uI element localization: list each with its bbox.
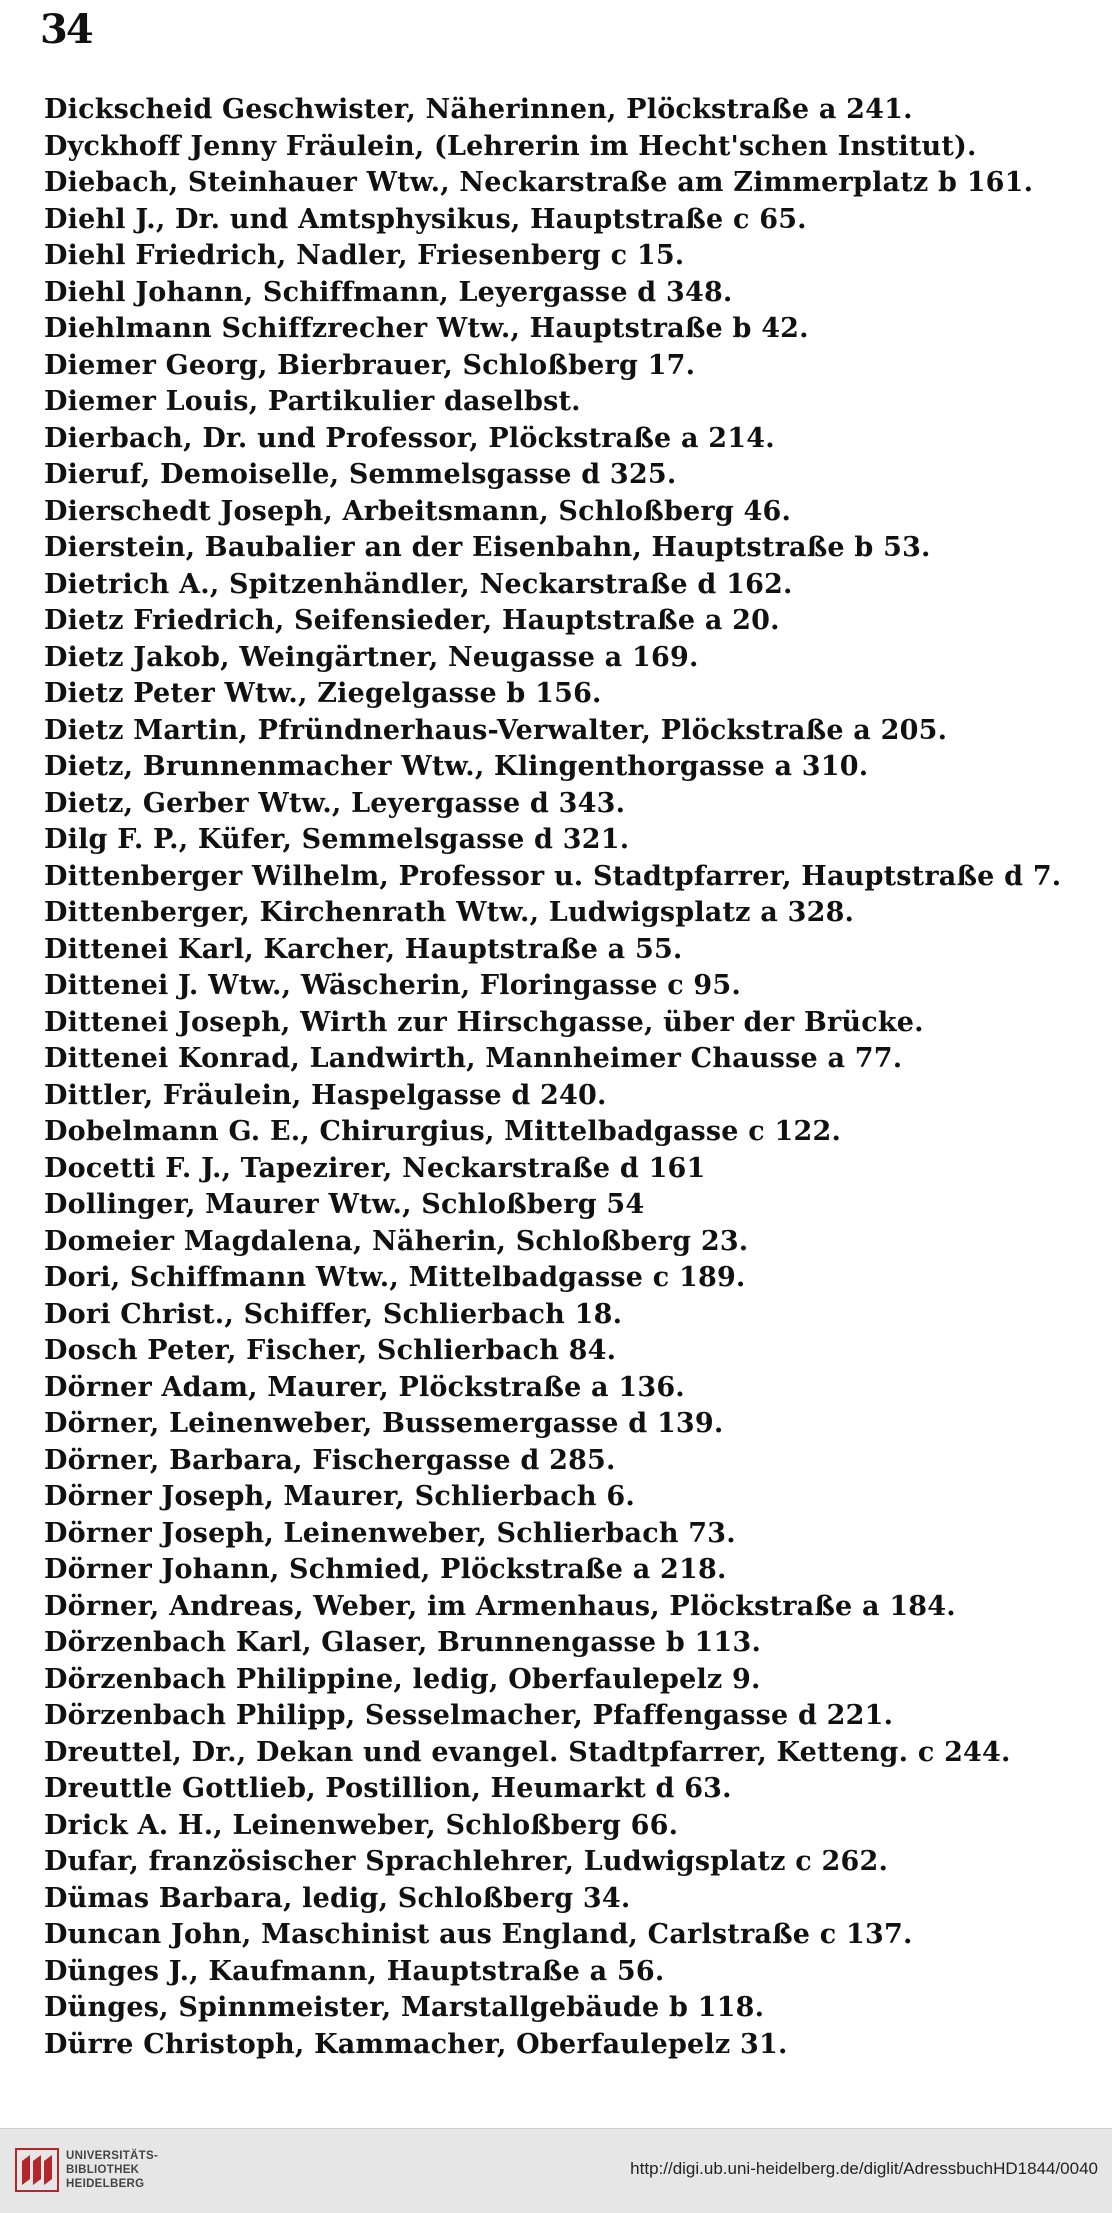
directory-entry: Dörner Joseph, Leinenweber, Schlierbach 73.	[44, 1517, 736, 1549]
directory-entry: Dietz Martin, Pfründnerhaus-Verwalter, Plöckstraße a 205.	[44, 714, 948, 746]
directory-entry: Duncan John, Maschinist aus England, Carlstraße c 137.	[44, 1919, 913, 1950]
directory-entry: Dietz Jakob, Weingärtner, Neugasse a 169.	[44, 641, 699, 673]
directory-entry: Dobelmann G. E., Chirurgius, Mittelbadgasse c 122.	[44, 1116, 842, 1147]
directory-entry: Dörner Johann, Schmied, Plöckstraße a 218.	[44, 1554, 727, 1585]
directory-entry: Dörzenbach Karl, Glaser, Brunnengasse b 113.	[44, 1627, 762, 1658]
directory-entry: Dieruf, Demoiselle, Semmelsgasse d 325.	[44, 459, 677, 490]
directory-entry: Dörner, Andreas, Weber, im Armenhaus, Plöckstraße a 184.	[44, 1590, 956, 1622]
directory-entry: Dittler, Fräulein, Haspelgasse d 240.	[44, 1079, 607, 1111]
directory-entry: Dietz, Gerber Wtw., Leyergasse d 343.	[44, 787, 626, 819]
footer-bar	[0, 2128, 1112, 2213]
directory-entry: Dori, Schiffmann Wtw., Mittelbadgasse c 189.	[44, 1262, 746, 1293]
source-url-link[interactable]: http://digi.ub.uni-heidelberg.de/diglit/AdressbuchHD1844/0040	[630, 2159, 1098, 2178]
directory-entry: Dreuttel, Dr., Dekan und evangel. Stadtpfarrer, Ketteng. c 244.	[44, 1736, 1011, 1768]
directory-entry: Diebach, Steinhauer Wtw., Neckarstraße am Zimmerplatz b 161.	[44, 167, 1034, 198]
directory-entry: Dilg F. P., Küfer, Semmelsgasse d 321.	[44, 824, 630, 855]
directory-entry: Dörner, Barbara, Fischergasse d 285.	[44, 1444, 616, 1476]
directory-entry: Dreuttle Gottlieb, Postillion, Heumarkt d 63.	[44, 1773, 732, 1804]
library-logo-icon	[14, 2147, 60, 2193]
library-name	[66, 2149, 206, 2191]
directory-entry: Dickscheid Geschwister, Näherinnen, Plöckstraße a 241.	[44, 94, 913, 125]
directory-entry: Domeier Magdalena, Näherin, Schloßberg 23.	[44, 1225, 749, 1257]
directory-entry: Dümas Barbara, ledig, Schloßberg 34.	[44, 1882, 631, 1914]
directory-entry: Dittenei Joseph, Wirth zur Hirschgasse, über der Brücke.	[44, 1006, 924, 1038]
directory-entries	[44, 92, 1094, 2063]
directory-entry: Dittenberger, Kirchenrath Wtw., Ludwigsplatz a 328.	[44, 897, 855, 928]
directory-entry: Dietz Peter Wtw., Ziegelgasse b 156.	[44, 678, 602, 709]
directory-entry: Dufar, französischer Sprachlehrer, Ludwigsplatz c 262.	[44, 1846, 889, 1877]
directory-entry: Drick A. H., Leinenweber, Schloßberg 66.	[44, 1809, 679, 1841]
directory-entry: Dittenberger Wilhelm, Professor u. Stadtpfarrer, Hauptstraße d 7.	[44, 860, 1062, 892]
directory-entry: Diehl Johann, Schiffmann, Leyergasse d 348.	[44, 276, 733, 308]
directory-entry: Diehlmann Schiffzrecher Wtw., Hauptstraße b 42.	[44, 313, 809, 344]
page-number: 34	[40, 6, 92, 53]
directory-entry: Dörner Joseph, Maurer, Schlierbach 6.	[44, 1481, 635, 1512]
library-name-line: UNIVERSITÄTS-	[66, 2150, 159, 2162]
directory-entry: Diehl Friedrich, Nadler, Friesenberg c 15.	[44, 240, 685, 271]
directory-entry: Dyckhoff Jenny Fräulein, (Lehrerin im Hecht'schen Institut).	[44, 130, 977, 162]
directory-entry: Dori Christ., Schiffer, Schlierbach 18.	[44, 1298, 623, 1330]
directory-entry: Dörner, Leinenweber, Bussemergasse d 139.	[44, 1408, 724, 1439]
directory-entry: Dittenei J. Wtw., Wäscherin, Floringasse c 95.	[44, 970, 742, 1001]
directory-entry: Dierschedt Joseph, Arbeitsmann, Schloßberg 46.	[44, 495, 792, 527]
directory-entry: Diemer Louis, Partikulier daselbst.	[44, 386, 581, 417]
directory-entry: Dietz Friedrich, Seifensieder, Hauptstraße a 20.	[44, 605, 780, 636]
directory-entry: Dürre Christoph, Kammacher, Oberfaulepelz 31.	[44, 2028, 788, 2060]
directory-entry: Dierbach, Dr. und Professor, Plöckstraße a 214.	[44, 422, 775, 454]
directory-entry: Dörner Adam, Maurer, Plöckstraße a 136.	[44, 1371, 685, 1403]
directory-entry: Dosch Peter, Fischer, Schlierbach 84.	[44, 1335, 617, 1366]
directory-entry: Dietrich A., Spitzenhändler, Neckarstraße d 162.	[44, 568, 793, 600]
directory-entry: Diehl J., Dr. und Amtsphysikus, Hauptstraße c 65.	[44, 203, 807, 235]
directory-entry: Dittenei Konrad, Landwirth, Mannheimer Chausse a 77.	[44, 1043, 903, 1074]
directory-entry: Dietz, Brunnenmacher Wtw., Klingenthorgasse a 310.	[44, 751, 869, 782]
directory-entry: Docetti F. J., Tapezirer, Neckarstraße d 161	[44, 1152, 706, 1184]
directory-entry: Dünges J., Kaufmann, Hauptstraße a 56.	[44, 1955, 665, 1987]
directory-entry: Dierstein, Baubalier an der Eisenbahn, Hauptstraße b 53.	[44, 532, 931, 563]
directory-entry: Dörzenbach Philippine, ledig, Oberfaulepelz 9.	[44, 1663, 761, 1695]
directory-entry: Dünges, Spinnmeister, Marstallgebäude b 118.	[44, 1992, 765, 2023]
directory-entry: Diemer Georg, Bierbrauer, Schloßberg 17.	[44, 349, 696, 381]
library-name-line: BIBLIOTHEK	[66, 2164, 140, 2176]
directory-entry: Dörzenbach Philipp, Sesselmacher, Pfaffengasse d 221.	[44, 1700, 894, 1731]
directory-entry: Dollinger, Maurer Wtw., Schloßberg 54	[44, 1189, 645, 1220]
directory-entry: Dittenei Karl, Karcher, Hauptstraße a 55.	[44, 933, 683, 965]
library-name-line: HEIDELBERG	[66, 2178, 145, 2190]
